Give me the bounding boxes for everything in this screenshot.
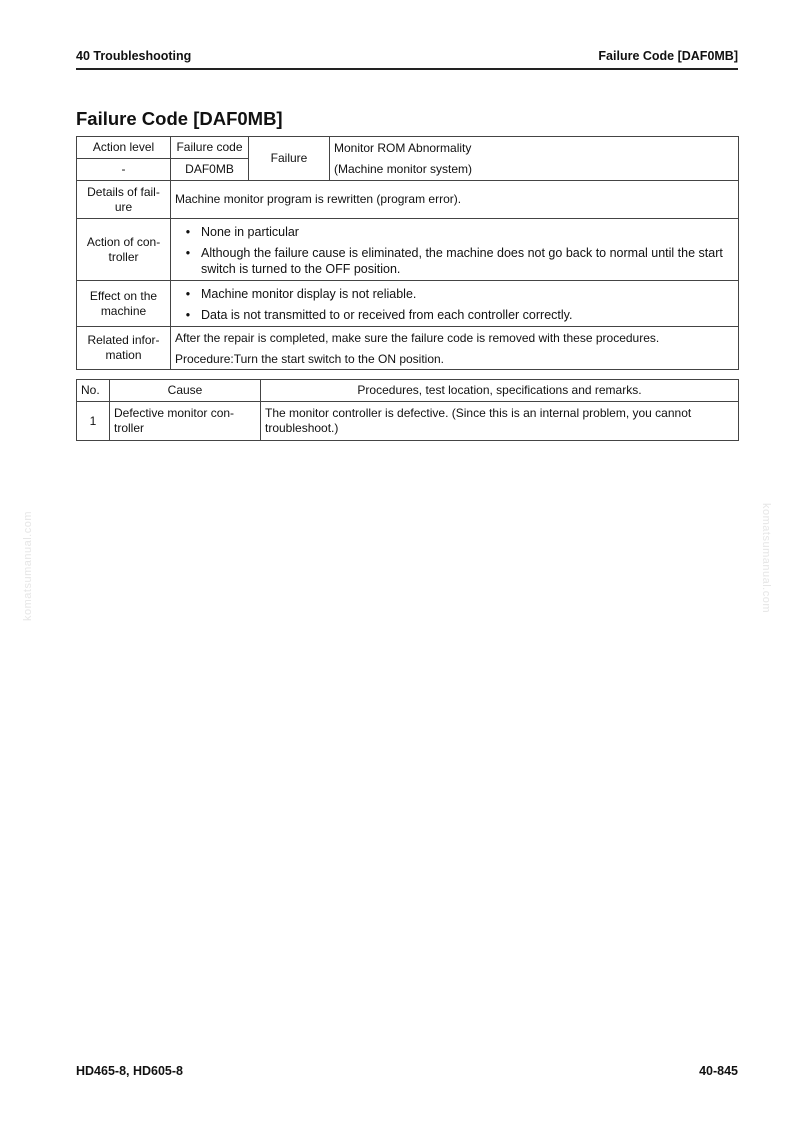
cause-text: Defective monitor con-troller	[110, 402, 261, 441]
col-header-cause: Cause	[110, 380, 261, 402]
list-item	[175, 221, 734, 242]
details-row	[77, 181, 739, 219]
col-header-remarks: Procedures, test location, specifications and remarks.	[261, 380, 739, 402]
cause-no: 1	[77, 402, 110, 441]
related-line-1: After the repair is completed, make sure the failure code is removed with these procedures.	[175, 330, 660, 345]
page-footer	[76, 1064, 738, 1078]
table-row	[77, 402, 739, 441]
failure-description	[330, 137, 739, 181]
action-list	[171, 219, 739, 281]
action-level-label: Action level	[77, 137, 171, 159]
details-value: Machine monitor program is rewritten (program error).	[171, 181, 739, 219]
page-number: 40-845	[699, 1064, 738, 1078]
failure-line-1: Monitor ROM Abnormality	[334, 140, 472, 155]
cause-table-header	[77, 380, 739, 402]
list-item	[175, 242, 734, 279]
header-section-title: 40 Troubleshooting	[76, 49, 192, 63]
failure-line-2: (Machine monitor system)	[334, 161, 473, 176]
summary-row-header	[77, 137, 739, 159]
failure-code-label: Failure code	[171, 137, 249, 159]
action-row	[77, 219, 739, 281]
effect-item-1: Machine monitor display is not reliable.	[201, 286, 417, 301]
action-label: Action of con-troller	[77, 219, 171, 281]
watermark-left: komatsumanual.com	[22, 511, 34, 621]
failure-summary-table	[76, 136, 739, 370]
bullet-icon: •	[185, 307, 191, 322]
bullet-icon: •	[185, 245, 191, 260]
effect-item-2: Data is not transmitted to or received from each controller correctly.	[201, 307, 573, 322]
effect-list	[171, 281, 739, 327]
failure-code-value: DAF0MB	[171, 159, 249, 181]
cause-remarks: The monitor controller is defective. (Since this is an internal problem, you cannot troubleshoot.)	[261, 402, 739, 441]
page-title: Failure Code [DAF0MB]	[76, 108, 283, 129]
related-line-2: Procedure:Turn the start switch to the ON position.	[175, 351, 445, 366]
bullet-icon: •	[185, 286, 191, 301]
footer-model: HD465-8, HD605-8	[76, 1064, 183, 1078]
related-row	[77, 327, 739, 370]
header-failure-code: Failure Code [DAF0MB]	[598, 49, 738, 63]
effect-row	[77, 281, 739, 327]
bullet-icon: •	[185, 224, 191, 239]
watermark-right: komatsumanual.com	[760, 503, 772, 613]
effect-label: Effect on the machine	[77, 281, 171, 327]
page-header	[76, 48, 738, 70]
failure-label: Failure	[249, 137, 330, 181]
action-item-2: Although the failure cause is eliminated, the machine does not go back to normal until the start switch is turned to the OFF position.	[201, 245, 723, 276]
list-item	[175, 304, 734, 325]
related-info	[171, 327, 739, 370]
list-item	[175, 283, 734, 304]
related-label: Related infor-mation	[77, 327, 171, 370]
col-header-no: No.	[77, 380, 110, 402]
action-level-value: -	[77, 159, 171, 181]
action-item-1: None in particular	[201, 224, 299, 239]
cause-table	[76, 379, 739, 441]
details-label: Details of fail-ure	[77, 181, 171, 219]
